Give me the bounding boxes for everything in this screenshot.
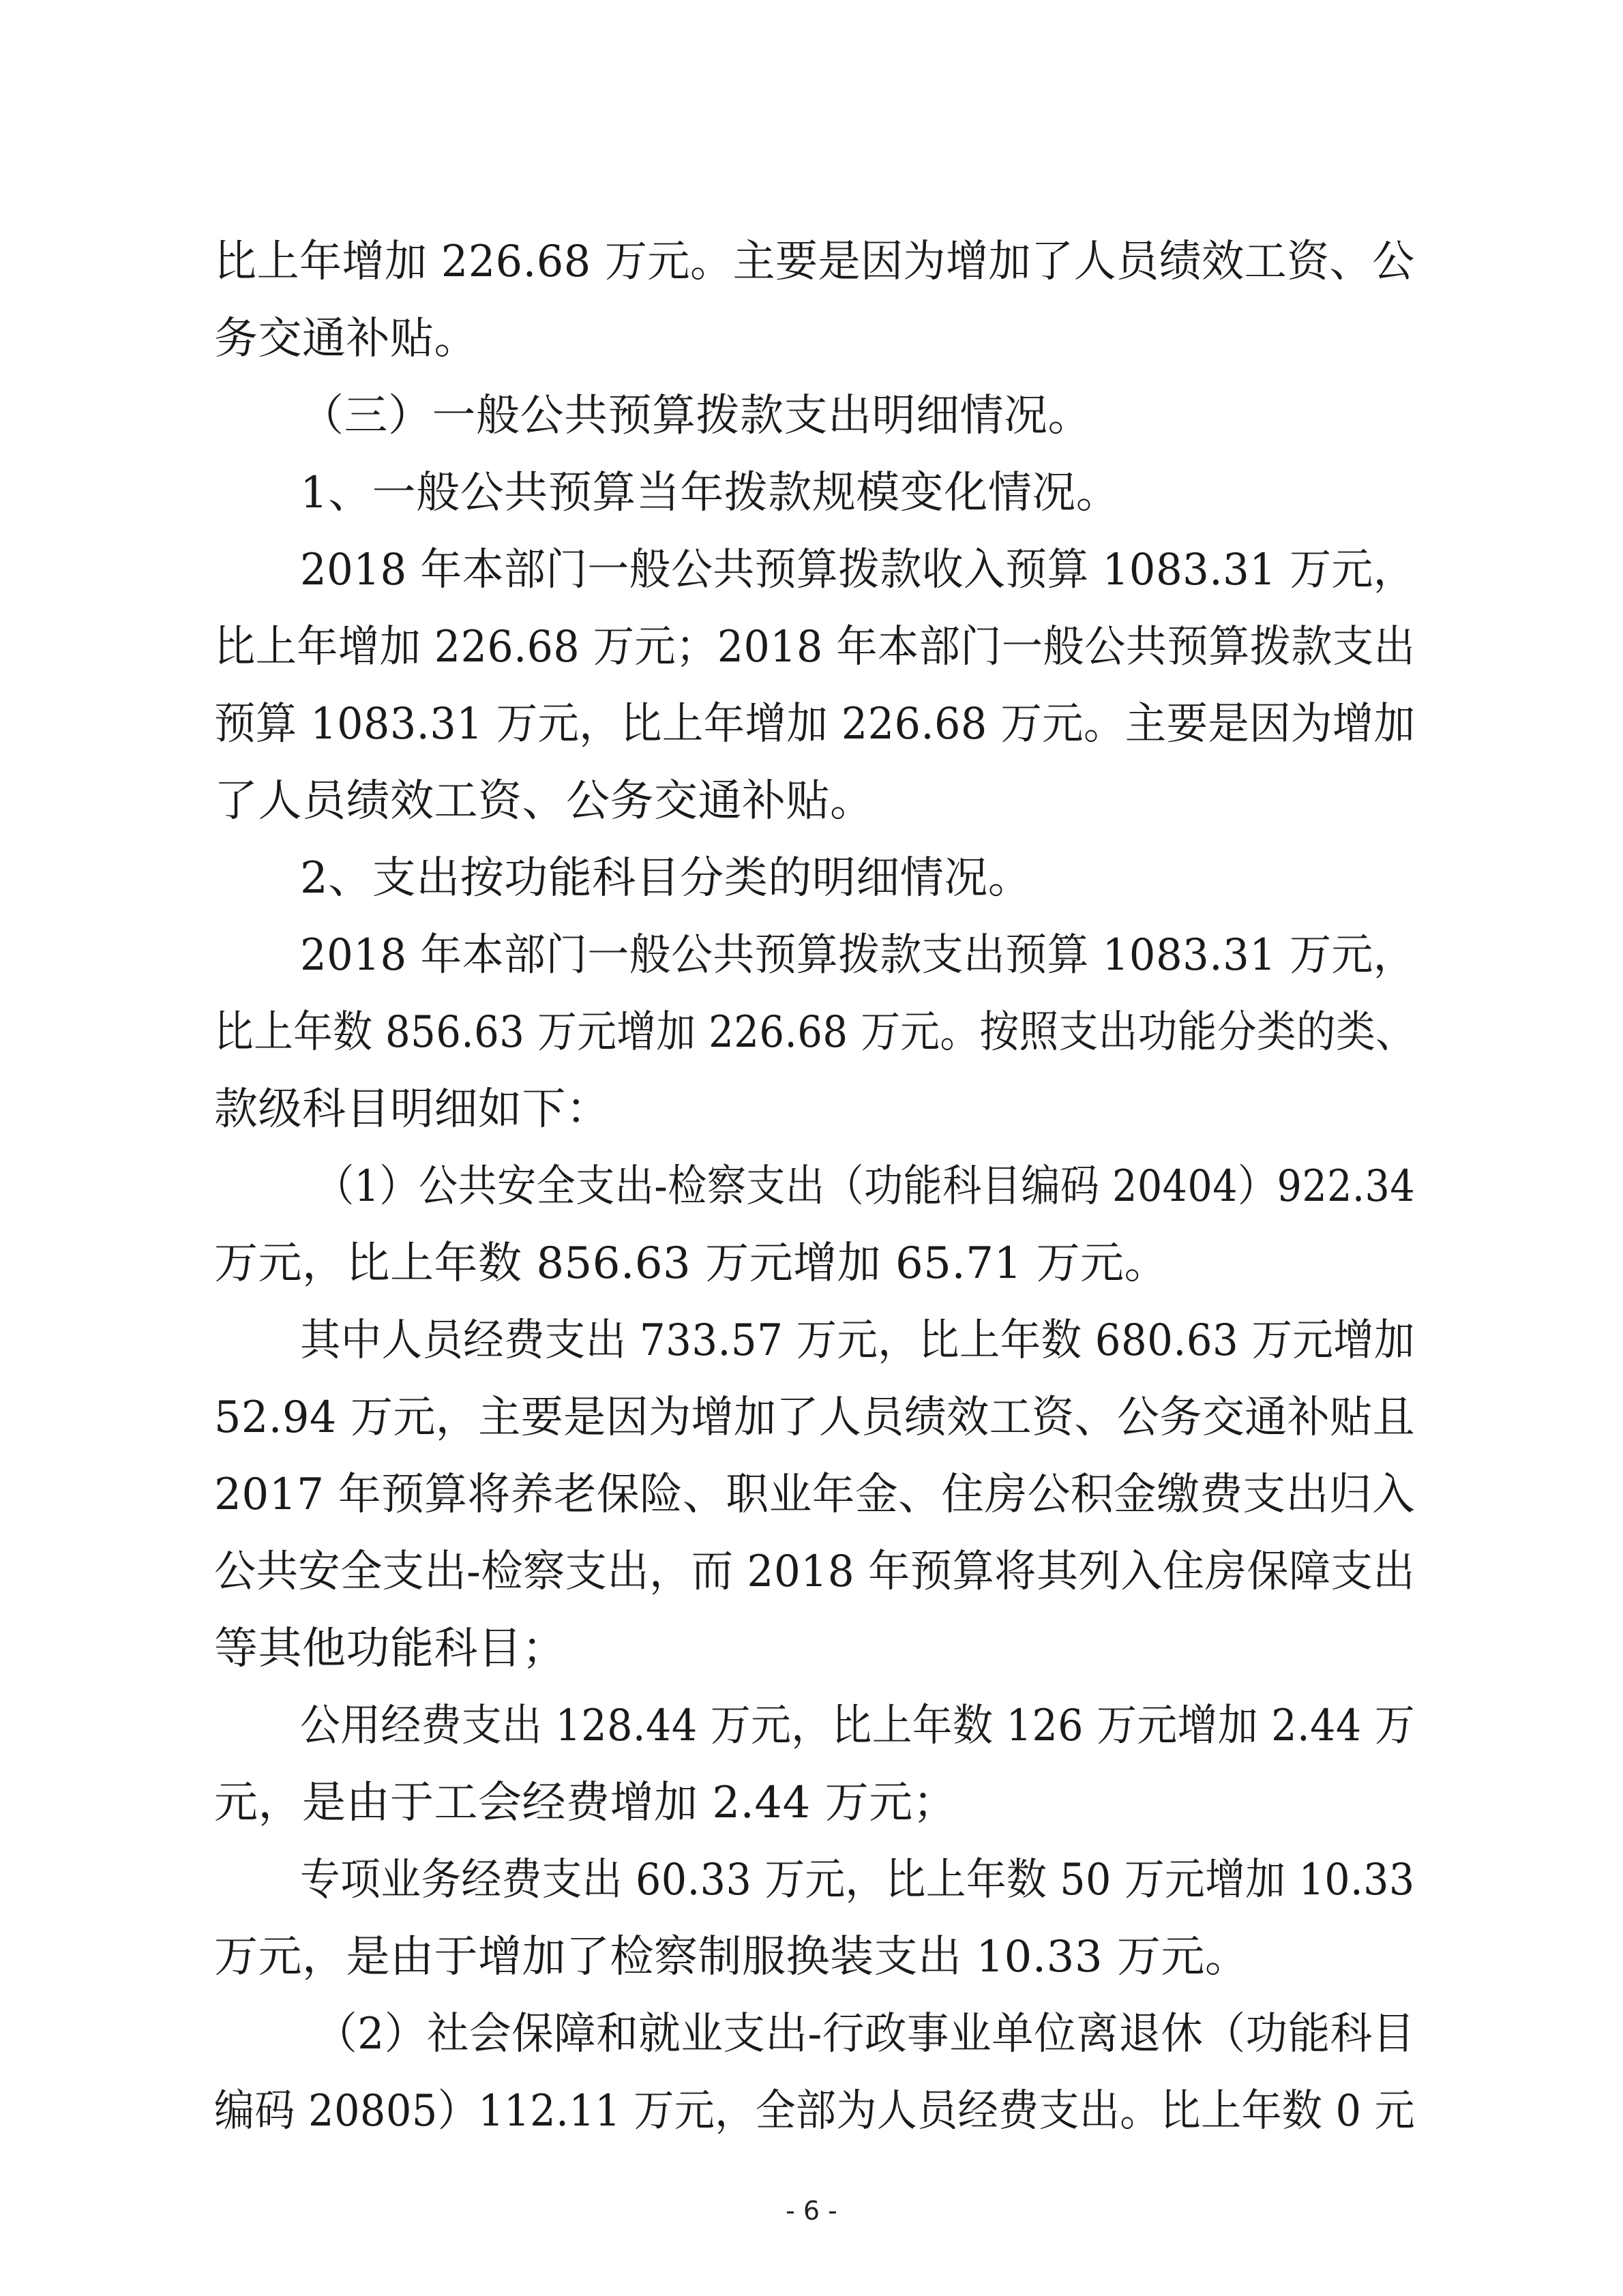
text-line-10: 2018 年本部门一般公共预算拨款支出预算 1083.31 万元， [300,930,1416,981]
text-line-17: 2017 年预算将养老保险、职业年金、住房公积金缴费支出归入 [214,1470,1416,1520]
text-line-18: 公共安全支出-检察支出，而 2018 年预算将其列入住房保障支出 [214,1547,1416,1597]
text-line-25: 编码 20805）112.11 万元，全部为人员经费支出。比上年数 0 元 [214,2086,1416,2136]
text-line-21: 元，是由于工会经费增加 2.44 万元； [214,1778,957,1828]
text-line-23: 万元，是由于增加了检察制服换装支出 10.33 万元。 [214,1932,1249,1982]
text-line-12: 款级科目明细如下： [214,1084,610,1135]
text-line-22: 专项业务经费支出 60.33 万元，比上年数 50 万元增加 10.33 [300,1855,1415,1905]
text-line-16: 52.94 万元，主要是因为增加了人员绩效工资、公务交通补贴且 [214,1392,1416,1443]
section-heading: （三）一般公共预算拨款支出明细情况。 [300,391,1092,441]
text-line-20: 公用经费支出 128.44 万元，比上年数 126 万元增加 2.44 万 [300,1701,1416,1751]
subheading-1: 1、一般公共预算当年拨款规模变化情况。 [300,468,1120,518]
text-line-14: 万元，比上年数 856.63 万元增加 65.71 万元。 [214,1238,1169,1289]
text-line-11: 比上年数 856.63 万元增加 226.68 万元。按照支出功能分类的类、 [214,1007,1416,1058]
item-heading-1: （1）公共安全支出-检察支出（功能科目编码 20404）922.34 [315,1161,1416,1212]
page-number: - 6 - [786,2196,837,2226]
text-line-7: 预算 1083.31 万元，比上年增加 226.68 万元。主要是因为增加 [214,699,1416,749]
item-heading-2: （2）社会保障和就业支出-行政事业单位离退休（功能科目 [315,2009,1415,2059]
text-line-6: 比上年增加 226.68 万元；2018 年本部门一般公共预算拨款支出 [214,622,1416,672]
text-line-19: 等其他功能科目； [214,1624,566,1674]
text-line-8: 了人员绩效工资、公务交通补贴。 [214,776,874,826]
text-line-15: 其中人员经费支出 733.57 万元，比上年数 680.63 万元增加 [300,1315,1415,1366]
text-line-5: 2018 年本部门一般公共预算拨款收入预算 1083.31 万元， [300,545,1416,595]
subheading-2: 2、支出按功能科目分类的明细情况。 [300,853,1032,904]
text-line-1: 比上年增加 226.68 万元。主要是因为增加了人员绩效工资、公 [214,237,1415,287]
text-line-2: 务交通补贴。 [214,314,478,364]
